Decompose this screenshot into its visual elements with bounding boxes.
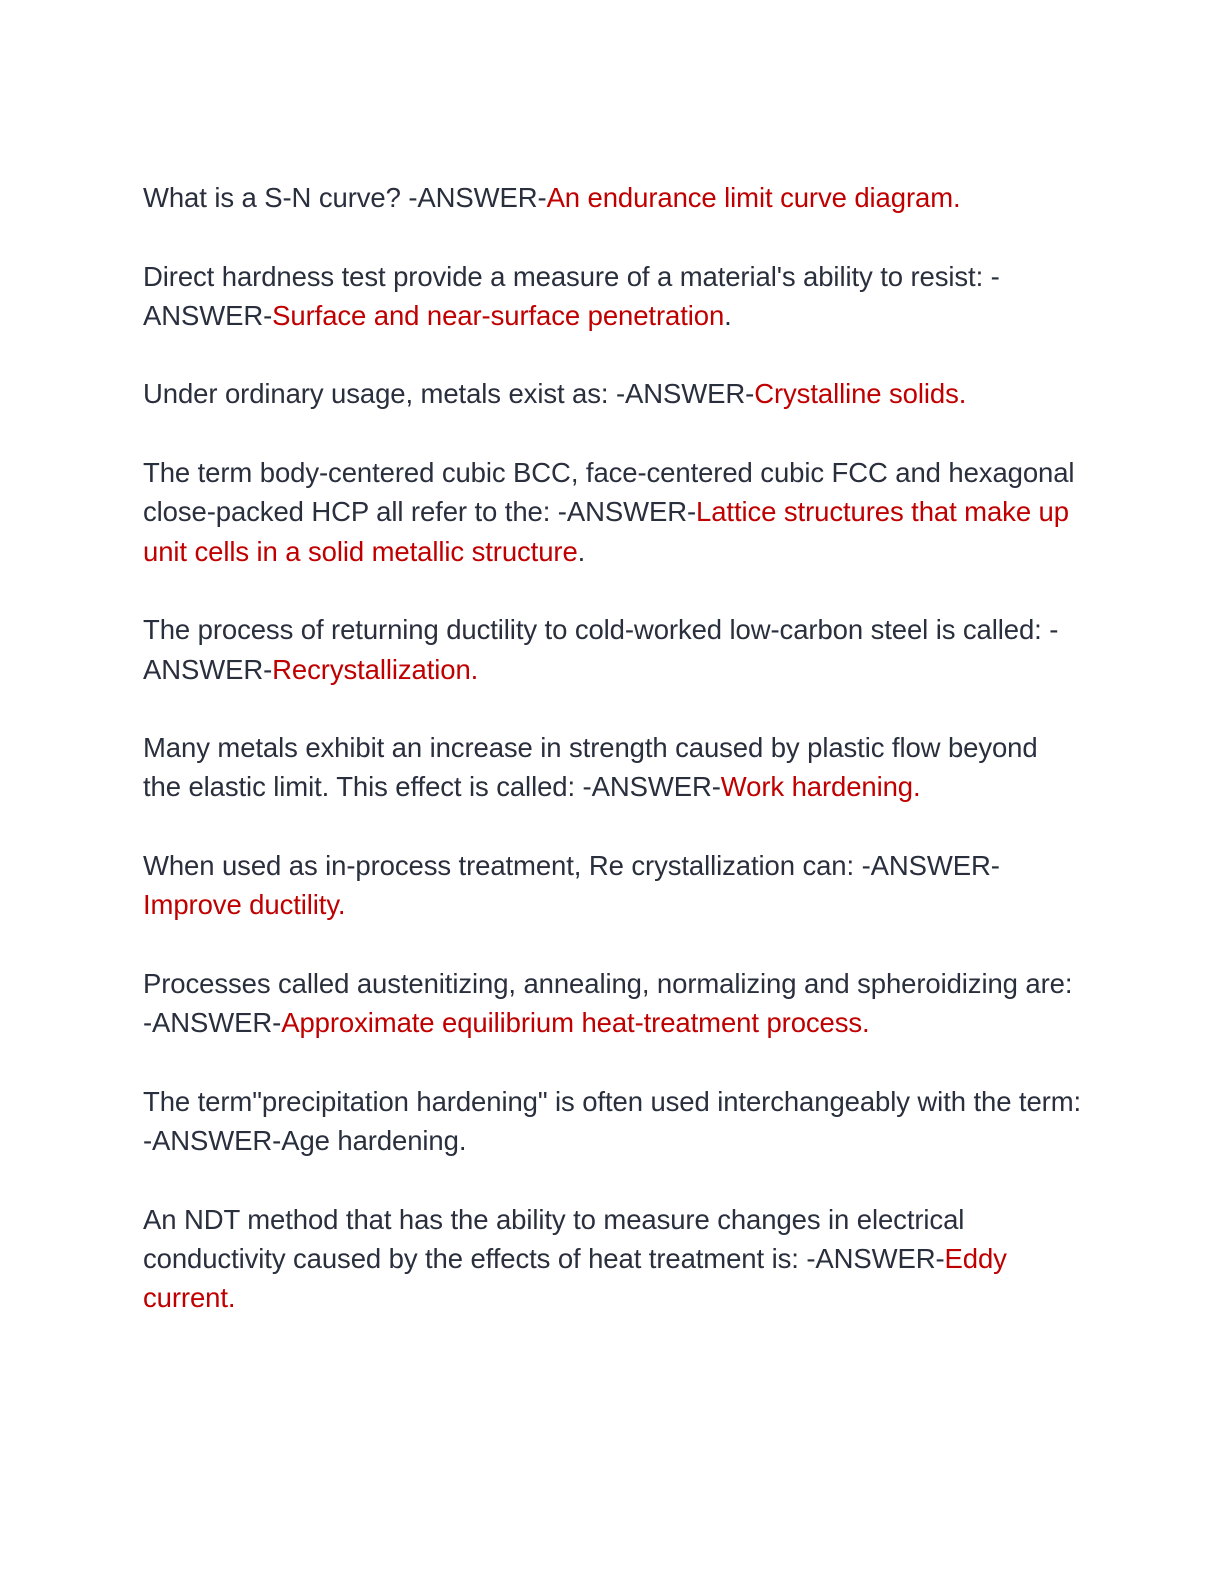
answer-text: Recrystallization. [272, 653, 479, 685]
qa-item-4 [143, 453, 1083, 571]
qa-item-1 [143, 178, 1083, 217]
qa-item-6 [143, 728, 1083, 807]
answer-tail: . [577, 535, 586, 567]
question-text: The term body-centered cubic BCC, face-centered cubic FCC and hexagonal close-packed HCP all refer to the: -ANSWER- [143, 457, 1075, 528]
qa-item-2 [143, 257, 1083, 336]
question-text: What is a S-N curve? -ANSWER- [143, 182, 547, 213]
question-text: Many metals exhibit an increase in strength caused by plastic flow beyond the elastic limit. This effect is called: -ANSWER- [143, 732, 1038, 803]
qa-item-7 [143, 846, 1083, 925]
answer-tail: . [724, 299, 732, 331]
question-text: When used as in-process treatment, Re crystallization can: -ANSWER- [143, 850, 1000, 882]
answer-tail: Age hardening. [281, 1125, 467, 1157]
qa-item-10 [143, 1200, 1083, 1318]
question-text: The process of returning ductility to cold-worked low-carbon steel is called: -ANSWER- [143, 614, 1059, 685]
qa-item-8 [143, 964, 1083, 1043]
answer-text: Eddy current. [143, 1243, 1007, 1314]
answer-text: Surface and near-surface penetration [272, 299, 725, 331]
question-text: The term"precipitation hardening" is often used interchangeably with the term: -ANSWER- [143, 1085, 1082, 1157]
qa-item-3 [143, 374, 1083, 413]
document-page [143, 178, 1083, 1357]
qa-item-9 [143, 1082, 1083, 1161]
answer-text: Lattice structures that make up unit cells in a solid metallic structure [143, 496, 1069, 567]
question-text: Direct hardness test provide a measure of a material's ability to resist: -ANSWER- [143, 260, 1000, 331]
question-text: Processes called austenitizing, annealing, normalizing and spheroidizing are: -ANSWER- [143, 967, 1073, 1039]
answer-text: Improve ductility. [143, 889, 346, 921]
question-text: Under ordinary usage, metals exist as: -ANSWER- [143, 378, 755, 410]
answer-text: Approximate equilibrium heat-treatment process. [281, 1007, 870, 1039]
qa-item-5 [143, 610, 1083, 689]
answer-text: Work hardening. [720, 771, 921, 803]
answer-text: An endurance limit curve diagram. [546, 182, 961, 213]
question-text: An NDT method that has the ability to measure changes in electrical conductivity caused by the effects of heat treatment is: -ANSWER- [143, 1203, 965, 1275]
answer-text: Crystalline solids. [754, 378, 967, 410]
